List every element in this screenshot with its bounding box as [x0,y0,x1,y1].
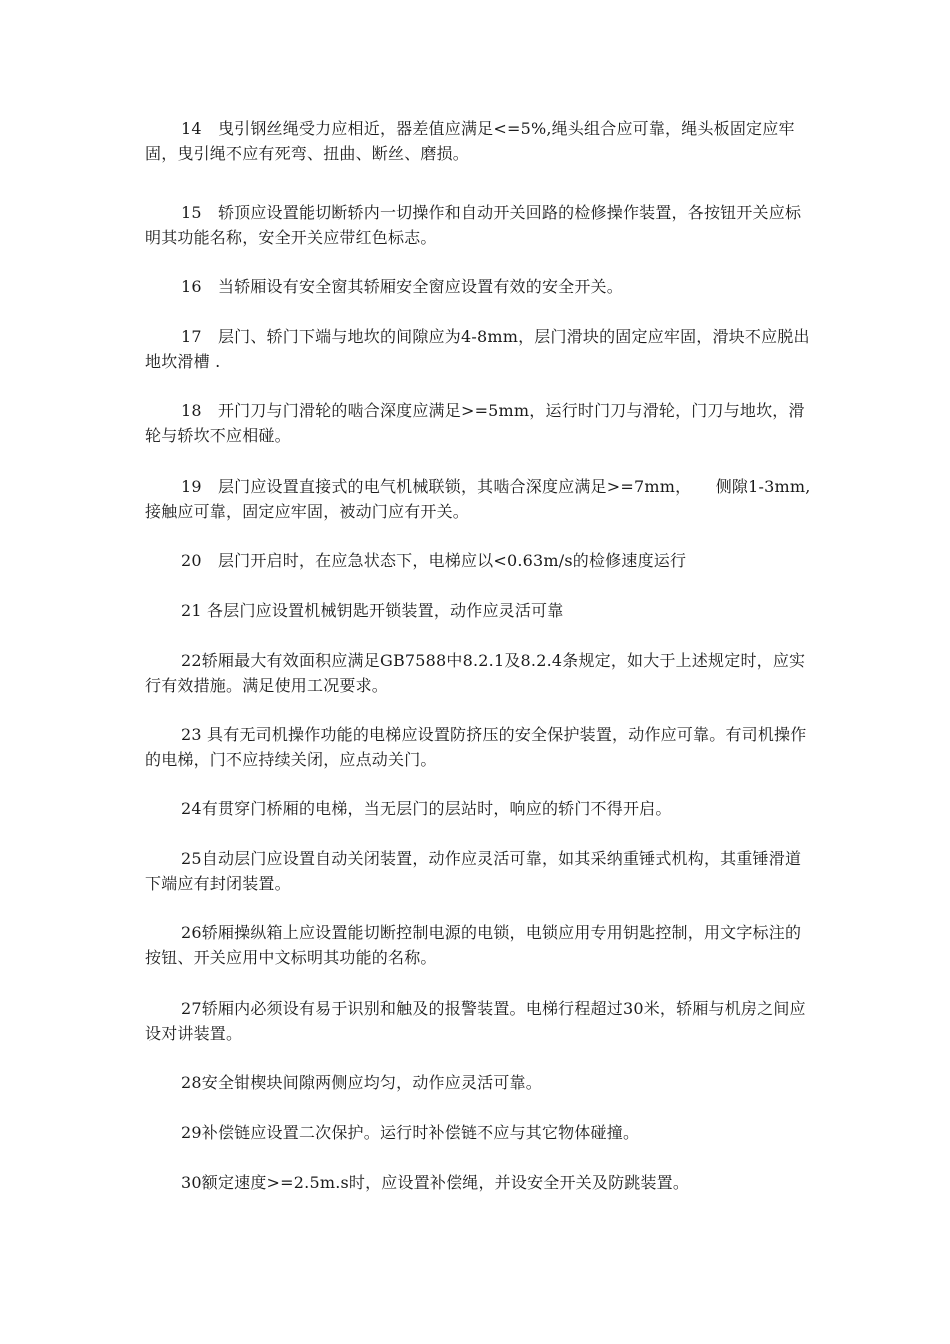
clause-24: 24有贯穿门桥厢的电梯，当无层门的层站时，响应的轿门不得开启。 [181,799,672,818]
clause-20: 20 层门开启时，在应急状态下，电梯应以<0.63m/s的检修速度运行 [181,551,687,570]
clause-27: 27轿厢内必须设有易于识别和触及的报警装置。电梯行程超过30米，轿厢与机房之间应设对讲装置。 [145,999,806,1043]
clause-18: 18 开门刀与门滑轮的啮合深度应满足>=5mm，运行时门刀与滑轮，门刀与地坎，滑轮与轿坎不应相碰。 [145,401,805,445]
clause-23: 23 具有无司机操作功能的电梯应设置防挤压的安全保护装置，动作应可靠。有司机操作的电梯，门不应持续关闭，应点动关门。 [145,725,807,769]
clause-29: 29补偿链应设置二次保护。运行时补偿链不应与其它物体碰撞。 [181,1123,640,1142]
clause-26: 26轿厢操纵箱上应设置能切断控制电源的电锁，电锁应用专用钥匙控制，用文字标注的按钮、开关应用中文标明其功能的名称。 [145,923,802,967]
clause-17: 17 层门、轿门下端与地坎的间隙应为4-8mm，层门滑块的固定应牢固，滑块不应脱出地坎滑槽 . [145,327,810,371]
clause-30: 30额定速度>=2.5m.s时，应设置补偿绳，并设安全开关及防跳装置。 [181,1173,690,1192]
clause-28: 28安全钳楔块间隙两侧应均匀，动作应灵活可靠。 [181,1073,542,1092]
clause-16: 16 当轿厢设有安全窗其轿厢安全窗应设置有效的安全开关。 [181,277,623,296]
clause-21: 21 各层门应设置机械钥匙开锁装置，动作应灵活可靠 [181,601,564,620]
clause-14: 14 曳引钢丝绳受力应相近，器差值应满足<=5%,绳头组合应可靠，绳头板固定应牢固，曳引绳不应有死弯、扭曲、断丝、磨损。 [145,119,795,163]
clause-15: 15 轿顶应设置能切断轿内一切操作和自动开关回路的检修操作装置，各按钮开关应标明其功能名称，安全开关应带红色标志。 [145,203,802,247]
clause-22: 22轿厢最大有效面积应满足GB7588中8.2.1及8.2.4条规定，如大于上述规定时，应实行有效措施。满足使用工况要求。 [145,651,806,695]
clause-25: 25自动层门应设置自动关闭装置，动作应灵活可靠，如其采纳重锤式机构，其重锤滑道下端应有封闭装置。 [145,849,802,893]
clause-19: 19 层门应设置直接式的电气机械联锁，其啮合深度应满足>=7mm， 侧隙1-3mm,接触应可靠，固定应牢固，被动门应有开关。 [145,477,811,521]
